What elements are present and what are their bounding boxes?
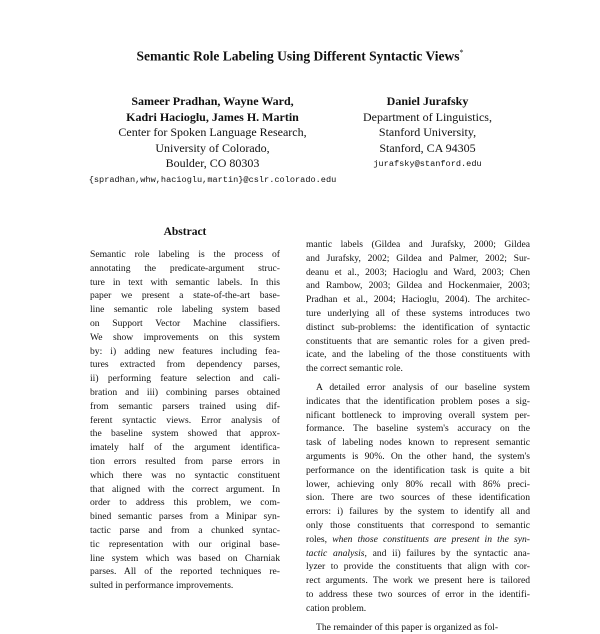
- paragraph-line: We show improvements on this system: [90, 331, 280, 343]
- title-footnote-mark: *: [459, 48, 464, 57]
- paragraph-line: on Support Vector Machine classifiers.: [90, 317, 280, 329]
- paragraph-line: errors: i) failures by the system to identify all and: [306, 506, 530, 518]
- paragraph-line: line system which was based on Charniak: [90, 552, 280, 564]
- paragraph-line: lyzer to provide the constituents that align with cor-: [306, 561, 530, 573]
- paragraph-line: rect arguments. The work we present here is tailored: [306, 575, 530, 587]
- paragraph-line: arguments is 90%. On the other hand, the system's: [306, 450, 530, 462]
- paragraph-line: [306, 533, 530, 547]
- roles-text: roles,: [306, 533, 333, 545]
- paragraph-line: and Rambow, 2003; Gildea and Hockenmaier, 2003;: [306, 280, 530, 292]
- italic-phrase-2: tactic analysis: [306, 547, 365, 559]
- author-names-line-2: Kadri Hacioglu, James H. Martin: [126, 109, 299, 124]
- author-email-left[interactable]: {spradhan,whw,hacioglu,martin}@cslr.colorado.edu: [88, 174, 337, 185]
- paragraph-line: line semantic role labeling system based: [90, 304, 280, 316]
- paragraph-line: the correct semantic role.: [306, 363, 403, 375]
- paragraph-line: and Jurafsky, 2002; Gildea and Palmer, 2002; Sur-: [306, 252, 530, 264]
- paragraph-line: distinct sub-problems: the identification of syntactic: [306, 321, 530, 333]
- paragraph-line: order to address this problem, we com-: [90, 497, 280, 509]
- paragraph-line: parses. All of the reported techniques re-: [90, 566, 280, 578]
- paragraph-line: cation problem.: [306, 602, 367, 614]
- right-column-paragraph-1: [306, 238, 530, 376]
- paragraph-line: by: i) adding new features including fea-: [90, 345, 280, 357]
- author-block-left: [70, 94, 355, 188]
- paragraph-line: bined semantic parses from a Minipar syn-: [90, 511, 280, 523]
- author-name-jurafsky: Daniel Jurafsky: [386, 94, 469, 108]
- paragraph-line: ture in text with semantic labels. In this: [90, 276, 280, 288]
- paragraph-line: bration and iii) combining parses obtained: [90, 386, 280, 398]
- paper-title-text: Semantic Role Labeling Using Different Syntactic Views: [136, 48, 460, 64]
- paragraph-line: ii) performing feature selection and cali-: [90, 373, 280, 385]
- paragraph-line: deanu et al., 2003; Hacioglu and Ward, 2003; Chen: [306, 266, 530, 278]
- author-names-line-1: Sameer Pradhan, Wayne Ward,: [131, 94, 294, 108]
- paragraph-line: tactic parse and from a chunked syntac-: [90, 524, 280, 536]
- italic-phrase-1: when those constituents are present in the syn-: [332, 533, 530, 545]
- affiliation-right-line-3: Stanford, CA 94305: [379, 140, 476, 155]
- paragraph-line: indicates that the identification problem poses a sig-: [306, 395, 530, 407]
- paragraph-line: the baseline system showed that approx-: [90, 428, 280, 440]
- paragraph-line: lower, achieving only 80% recall with 86% preci-: [306, 478, 530, 490]
- author-email-right[interactable]: jurafsky@stanford.edu: [373, 159, 482, 169]
- paragraph-line: task of labeling nodes known to represent semantic: [306, 437, 530, 449]
- affiliation-line-3: Boulder, CO 80303: [165, 156, 260, 170]
- paragraph-line: The remainder of this paper is organized as fol-: [316, 621, 499, 633]
- paragraph-line: tic representation with our original base-: [90, 538, 280, 550]
- paragraph-line: Pradhan et al., 2004; Hacioglu, 2004). The architec-: [306, 294, 530, 306]
- paragraph-line: tion errors resulted from parse errors in: [90, 455, 280, 467]
- right-column-paragraph-2: [306, 381, 530, 616]
- abstract-body: [90, 248, 280, 593]
- paragraph-line: paper we present a state-of-the-art base-: [90, 290, 280, 302]
- paragraph-line: sion. There are two sources of these identification: [306, 492, 530, 504]
- paragraph-line: mantic labels (Gildea and Jurafsky, 2000; Gildea: [306, 239, 530, 250]
- paragraph-line: annotating the predicate-argument struc-: [90, 262, 280, 274]
- paragraph-line: nificant bottleneck to improving overall system per-: [306, 409, 530, 421]
- author-block-right: [335, 94, 520, 173]
- paragraph-line: A detailed error analysis of our baseline system: [316, 381, 530, 393]
- paper-title: [0, 48, 600, 65]
- affiliation-line-1: Center for Spoken Language Research,: [118, 125, 307, 139]
- right-column-paragraph-3: [306, 621, 530, 634]
- paragraph-line: which there was no syntactic constituent: [90, 469, 280, 481]
- paragraph-line: imately half of the argument identifica-: [90, 442, 280, 454]
- paragraph-line: only those constituents that correspond to semantic: [306, 519, 530, 531]
- paragraph-line: [306, 547, 530, 561]
- paragraph-line: ture underlying all of these systems introduces two: [306, 307, 530, 319]
- affiliation-line-2: University of Colorado,: [155, 140, 270, 155]
- abstract-heading: Abstract: [163, 226, 207, 238]
- paragraph-line: from semantic parsers trained using dif-: [90, 400, 280, 412]
- paragraph-line: tures extracted from dependency parses,: [90, 359, 280, 371]
- paragraph-line: that aligned with the correct argument. In: [90, 483, 280, 495]
- paragraph-line: Semantic role labeling is the process of: [90, 249, 280, 260]
- after-italic-text: , and ii) failures by the syntactic ana-: [364, 547, 530, 559]
- paragraph-line: performance on the identification task is quite a bit: [306, 464, 530, 476]
- paragraph-line: to address these two sources of error in the identifi-: [306, 588, 530, 600]
- paragraph-line: sulted in performance improvements.: [90, 580, 234, 592]
- affiliation-right-line-2: Stanford University,: [378, 125, 477, 139]
- paragraph-line: icate, and the labeling of the those constituents with: [306, 349, 530, 361]
- paragraph-line: ferent syntactic views. Error analysis of: [90, 414, 280, 426]
- paragraph-line: constituents that are semantic roles for a given pred-: [306, 335, 530, 347]
- paragraph-line: formance. The baseline system's accuracy on the: [306, 423, 530, 435]
- right-column: [306, 238, 530, 634]
- affiliation-right-line-1: Department of Linguistics,: [363, 109, 492, 124]
